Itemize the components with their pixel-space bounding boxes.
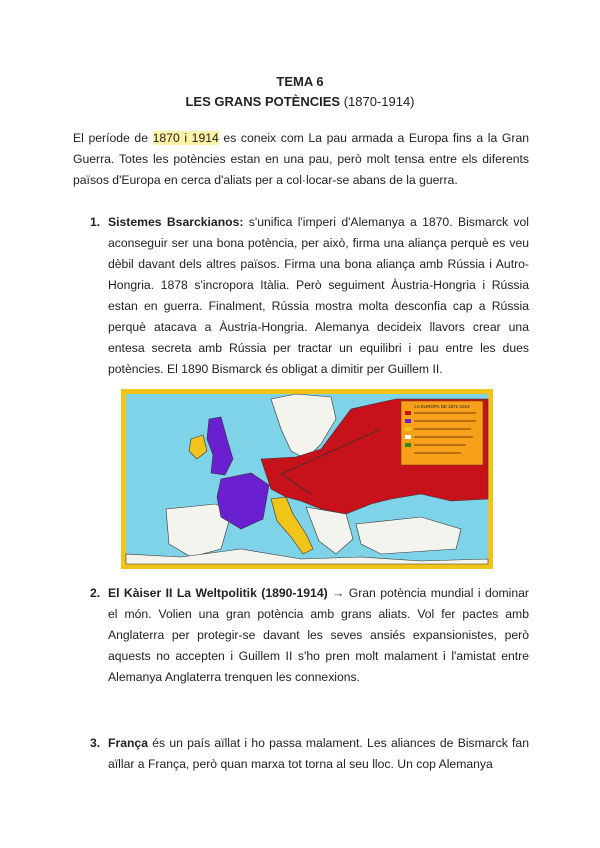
legend-swatch (405, 419, 411, 423)
list-item-heading: Sistemes Bsarckianos: (108, 215, 244, 229)
legend-swatch (405, 435, 411, 439)
list-item (90, 583, 529, 688)
intro-paragraph (73, 128, 529, 191)
list-item (90, 733, 529, 775)
subtitle-years: (1870-1914) (343, 94, 415, 109)
list-item-number: 3. (90, 736, 101, 750)
page-subtitle (0, 94, 600, 109)
list-item-text: és un país aïllat i ho passa malament. Les aliances de Bismarck fan aïllar a França, però quan marxa tot torna al seu lloc. Un cop Alemanya (108, 736, 529, 771)
list-item-text: s'unifica l'imperi d'Alemanya a 1870. Bismarck vol aconseguir ser una bona potència, per això, firma una aliança perquè es veu dèbil davant dels altres països. Firma una bona aliança amb Rússia i Autro-Hongria. 1878 s'incropora Itàlia. Però seguiment Àustria-Hongria i Rússia estan en guerra. Finalment, Rússia mostra molta desconfia cap a Rússia perquè atacava a Àustria-Hongria. Alemanya decideix llavors crear una entesa secreta amb Rússia per tractar un equilibri i pau entre les dues potències. El 1890 Bismarck és obligat a dimitir per Guillem II. (108, 215, 529, 376)
subtitle-main: LES GRANS POTÈNCIES (185, 94, 341, 109)
legend-swatch (405, 443, 411, 447)
list-item-number: 2. (90, 586, 101, 600)
legend-swatch (405, 411, 411, 415)
intro-text-after: es coneix com La pau armada a Europa fins a la Gran Guerra. Totes les potències estan en una pau, però molt tensa entre els diferents països d'Europa en cerca d'aliats per a col·locar-se abans de la guerra. (73, 131, 530, 187)
list-item-number: 1. (90, 215, 101, 229)
list-item-heading: França (108, 736, 148, 750)
intro-highlight: 1870 i 1914 (152, 131, 219, 145)
europe-map-image (121, 389, 493, 569)
map-legend-title: LA EUROPA DE 1871-1914 (414, 404, 470, 409)
intro-text-before: El període de (73, 131, 153, 145)
list-item-text: → Gran potència mundial i dominar el món. Volien una gran potència amb grans aliats. Vol fer pactes amb Anglaterra per protegir-se davant les seves ansiés expansionistes, però aquests no accepten i Guillem II s'ho pren molt malament i l'amistat entre Alemanya Anglaterra trenquen les connexions. (108, 586, 529, 684)
page-title: TEMA 6 (276, 74, 324, 89)
legend-swatch (405, 427, 411, 431)
list-item-heading: El Kàiser II La Weltpolitik (1890-1914) (108, 586, 328, 600)
map-legend (401, 401, 483, 465)
list-item (90, 212, 529, 380)
